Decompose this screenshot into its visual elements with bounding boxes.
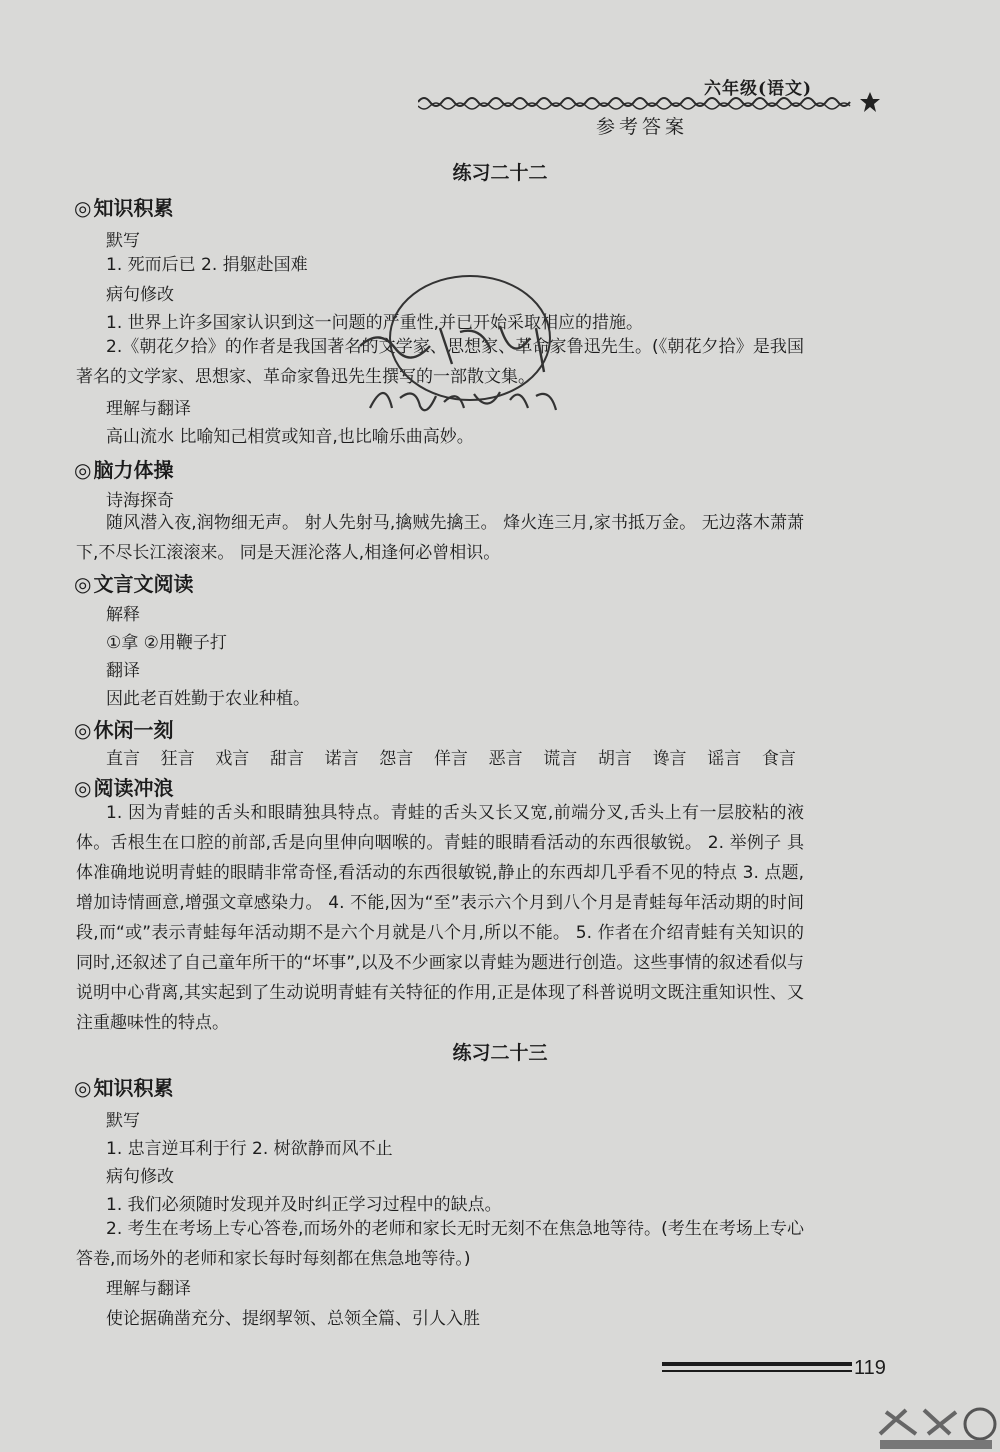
word-item: 甜言 (269, 749, 304, 769)
knowledge-heading: ◎ 知识积累 (74, 196, 174, 220)
word-item: 诺言 (324, 749, 359, 769)
explain-label: 解释 (106, 605, 140, 625)
handwritten-watermark (340, 268, 580, 448)
word-item: 狂言 (160, 749, 195, 769)
exercise-22-title: 练习二十二 (452, 162, 548, 184)
reading-answers: 1. 因为青蛙的舌头和眼睛独具特点。青蛙的舌头又长又宽,前端分叉,舌头上有一层胶粘的液体。舌根生在口腔的前部,舌是向里伸向咽喉的。青蛙的眼睛看活动的东西很敏锐。 2. 举例子 具体准确地说明青蛙的眼睛非常奇怪,看活动的东西很敏锐,静止的东西却几乎看不见的特点 3. 点题,增加诗情画意,增强文章感染力。 4. 不能,因为“至”表示六个月到八个月是青蛙每年活动期的时间段,而“或”表示青蛙每年活动期不是六个月就是八个月,所以不能。 5. 作者在介绍青蛙有关知识的同时,还叙述了自己童年所干的“坏事”,以及不少画家以青蛙为题进行创造。这些事情的叙述看似与说明中心背离,其实起到了生动说明青蛙有关特征的作用,正是体现了科普说明文既注重知识性、又注重趣味性的特点。 (76, 803, 804, 1033)
star-icon (860, 92, 880, 112)
word-item: 恶言 (488, 749, 523, 769)
word-item: 胡言 (597, 749, 632, 769)
word-item: 怨言 (379, 749, 414, 769)
bullet-icon: ◎ (74, 572, 92, 596)
reading-heading: ◎ 阅读冲浪 (74, 776, 174, 800)
translate-answer: 使论据确凿充分、提纲挈领、总领全篇、引人入胜 (106, 1309, 480, 1329)
revise-answer-2: 2.《朝花夕拾》的作者是我国著名的文学家、思想家、革命家鲁迅先生。(《朝花夕拾》是我国著名的文学家、思想家、革命家鲁迅先生撰写的一部散文集。 (76, 337, 804, 387)
dictation-answers: 1. 死而后已 2. 捐躯赴国难 (106, 255, 308, 275)
word-item: 佯言 (433, 749, 468, 769)
knowledge-heading: ◎ 知识积累 (74, 1076, 174, 1100)
translate-answer: 高山流水 比喻知己相赏或知音,也比喻乐曲高妙。 (106, 427, 474, 447)
dictation-label: 默写 (106, 231, 140, 251)
revise-answer-1: 1. 世界上许多国家认识到这一问题的严重性,并已开始采取相应的措施。 (106, 313, 644, 333)
classical-translate-answer: 因此老百姓勤于农业种植。 (106, 689, 310, 709)
revise-label: 病句修改 (106, 285, 174, 305)
bullet-icon: ◎ (74, 718, 92, 742)
answer-key-title: 参考答案 (596, 116, 689, 138)
revise-label: 病句修改 (106, 1167, 174, 1187)
leisure-words (106, 744, 796, 769)
word-item: 直言 (106, 749, 140, 769)
word-item: 谎言 (543, 749, 578, 769)
translate-label: 理解与翻译 (106, 1279, 191, 1299)
revise-answer-1: 1. 我们必须随时发现并及时纠正学习过程中的缺点。 (106, 1195, 502, 1215)
word-item: 谗言 (652, 749, 687, 769)
word-item: 食言 (761, 749, 796, 769)
poetry-label: 诗海探奇 (106, 491, 174, 511)
classical-heading: ◎ 文言文阅读 (74, 572, 194, 596)
word-item: 谣言 (707, 749, 742, 769)
grade-subject: 六年级(语文) (704, 79, 813, 99)
bullet-icon: ◎ (74, 196, 92, 220)
dictation-answers: 1. 忠言逆耳利于行 2. 树欲静而风不止 (106, 1139, 393, 1159)
explain-answers: ①拿 ②用鞭子打 (106, 633, 227, 653)
corner-logo (876, 1404, 1000, 1452)
page-number: 119 (854, 1357, 886, 1379)
dictation-label: 默写 (106, 1111, 140, 1131)
poetry-answers: 随风潜入夜,润物细无声。 射人先射马,擒贼先擒王。 烽火连三月,家书抵万金。 无边落木萧萧下,不尽长江滚滚来。 同是天涯沦落人,相逢何必曾相识。 (76, 513, 804, 563)
bullet-icon: ◎ (74, 776, 92, 800)
revise-answer-2: 2. 考生在考场上专心答卷,而场外的老师和家长无时无刻不在焦急地等待。(考生在考场上专心答卷,而场外的老师和家长每时每刻都在焦急地等待。) (76, 1219, 804, 1269)
translate-label: 理解与翻译 (106, 399, 191, 419)
word-item: 戏言 (215, 749, 250, 769)
classical-translate-label: 翻译 (106, 661, 140, 681)
page-number-bar (662, 1354, 902, 1384)
brain-heading: ◎ 脑力体操 (74, 458, 174, 482)
bullet-icon: ◎ (74, 458, 92, 482)
leisure-heading: ◎ 休闲一刻 (74, 718, 174, 742)
bullet-icon: ◎ (74, 1076, 92, 1100)
exercise-23-title: 练习二十三 (452, 1042, 548, 1064)
